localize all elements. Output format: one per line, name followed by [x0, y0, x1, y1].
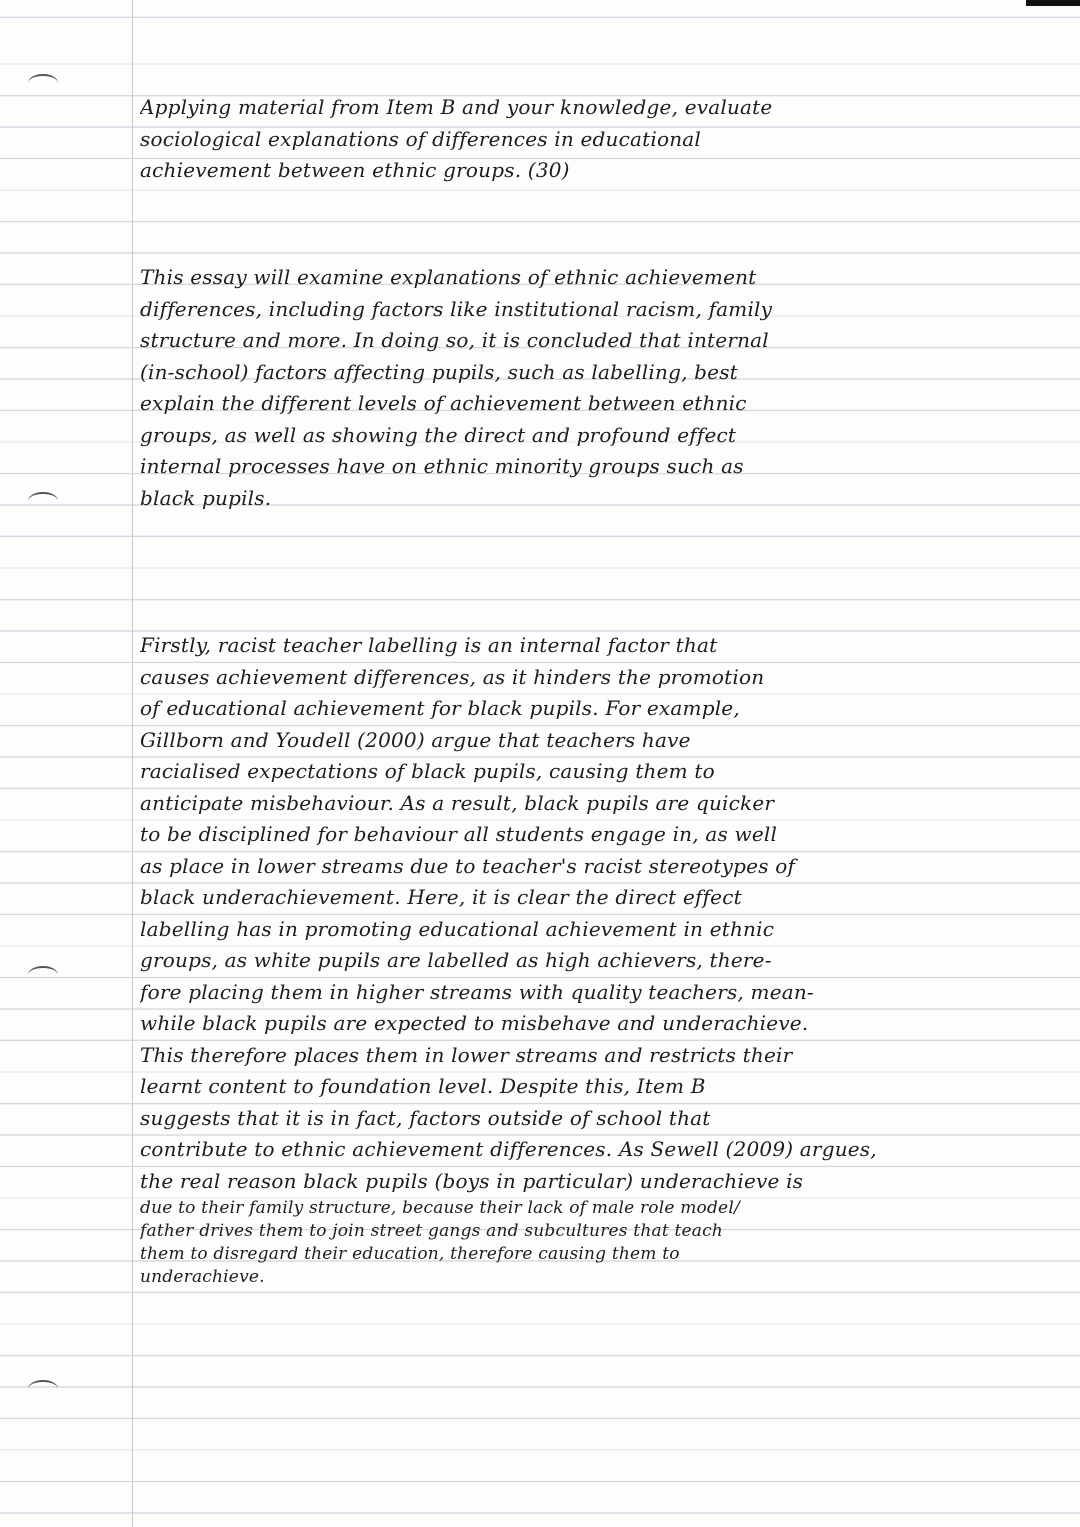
punch-hole-1 — [28, 74, 58, 92]
paragraph-line: learnt content to foundation level. Despite this, Item B — [140, 1074, 706, 1098]
margin-line — [132, 0, 133, 1527]
intro-line: (in-school) factors affecting pupils, such as labelling, best — [140, 359, 738, 384]
intro-line: differences, including factors like institutional racism, family — [140, 296, 773, 321]
paragraph-line: anticipate misbehaviour. As a result, black pupils are quicker — [140, 790, 775, 815]
paragraph-line: Gillborn and Youdell (2000) argue that teachers have — [140, 727, 691, 752]
intro-line: internal processes have on ethnic minority groups such as — [140, 454, 744, 478]
punch-hole-4 — [28, 1380, 58, 1398]
paragraph-line: labelling has in promoting educational achievement in ethnic — [140, 916, 775, 941]
intro-line: structure and more. In doing so, it is concluded that internal — [140, 328, 769, 352]
paragraph-line: fore placing them in higher streams with quality teachers, mean- — [140, 979, 814, 1004]
introduction-paragraph — [140, 262, 1060, 514]
paragraph-line: This therefore places them in lower streams and restricts their — [140, 1042, 793, 1067]
paragraph-line: of educational achievement for black pupils. For example, — [140, 696, 740, 720]
paragraph-small-line: due to their family structure, because their lack of male role model/ — [140, 1198, 740, 1218]
question-line: Applying material from Item B and your knowledge, evaluate — [140, 95, 773, 119]
paragraph-line: to be disciplined for behaviour all students engage in, as well — [140, 822, 778, 846]
paragraph-small-line: underachieve. — [140, 1267, 265, 1287]
paragraph-small-line: them to disregard their education, therefore causing them to — [140, 1244, 680, 1264]
paragraph-line: causes achievement differences, as it hinders the promotion — [140, 664, 765, 689]
paragraph-line: the real reason black pupils (boys in particular) underachieve is — [140, 1168, 804, 1193]
paragraph-small-line: father drives them to join street gangs and subcultures that teach — [140, 1221, 723, 1241]
intro-line: This essay will examine explanations of ethnic achievement — [140, 265, 757, 289]
intro-line: groups, as well as showing the direct and profound effect — [140, 422, 737, 447]
paragraph-line: racialised expectations of black pupils, causing them to — [140, 759, 715, 783]
intro-line: black pupils. — [140, 485, 272, 510]
punch-hole-3 — [28, 966, 58, 984]
scan-edge-mark — [1026, 0, 1080, 6]
essay-question — [140, 92, 1060, 187]
paragraph-line: suggests that it is in fact, factors outside of school that — [140, 1105, 711, 1130]
paragraph-line: black underachievement. Here, it is clear the direct effect — [140, 885, 742, 909]
paragraph-line: contribute to ethnic achievement differences. As Sewell (2009) argues, — [140, 1137, 877, 1161]
paragraph-line: groups, as white pupils are labelled as high achievers, there- — [140, 948, 772, 972]
paragraph-line: as place in lower streams due to teacher's racist stereotypes of — [140, 853, 796, 878]
question-line: achievement between ethnic groups. (30) — [140, 158, 570, 182]
first-argument-paragraph — [140, 630, 1060, 1289]
paragraph-line: Firstly, racist teacher labelling is an internal factor that — [140, 633, 718, 657]
question-line: sociological explanations of differences in educational — [140, 126, 702, 151]
paragraph-line: while black pupils are expected to misbehave and underachieve. — [140, 1011, 809, 1035]
punch-hole-2 — [28, 492, 58, 510]
intro-line: explain the different levels of achievement between ethnic — [140, 391, 747, 415]
